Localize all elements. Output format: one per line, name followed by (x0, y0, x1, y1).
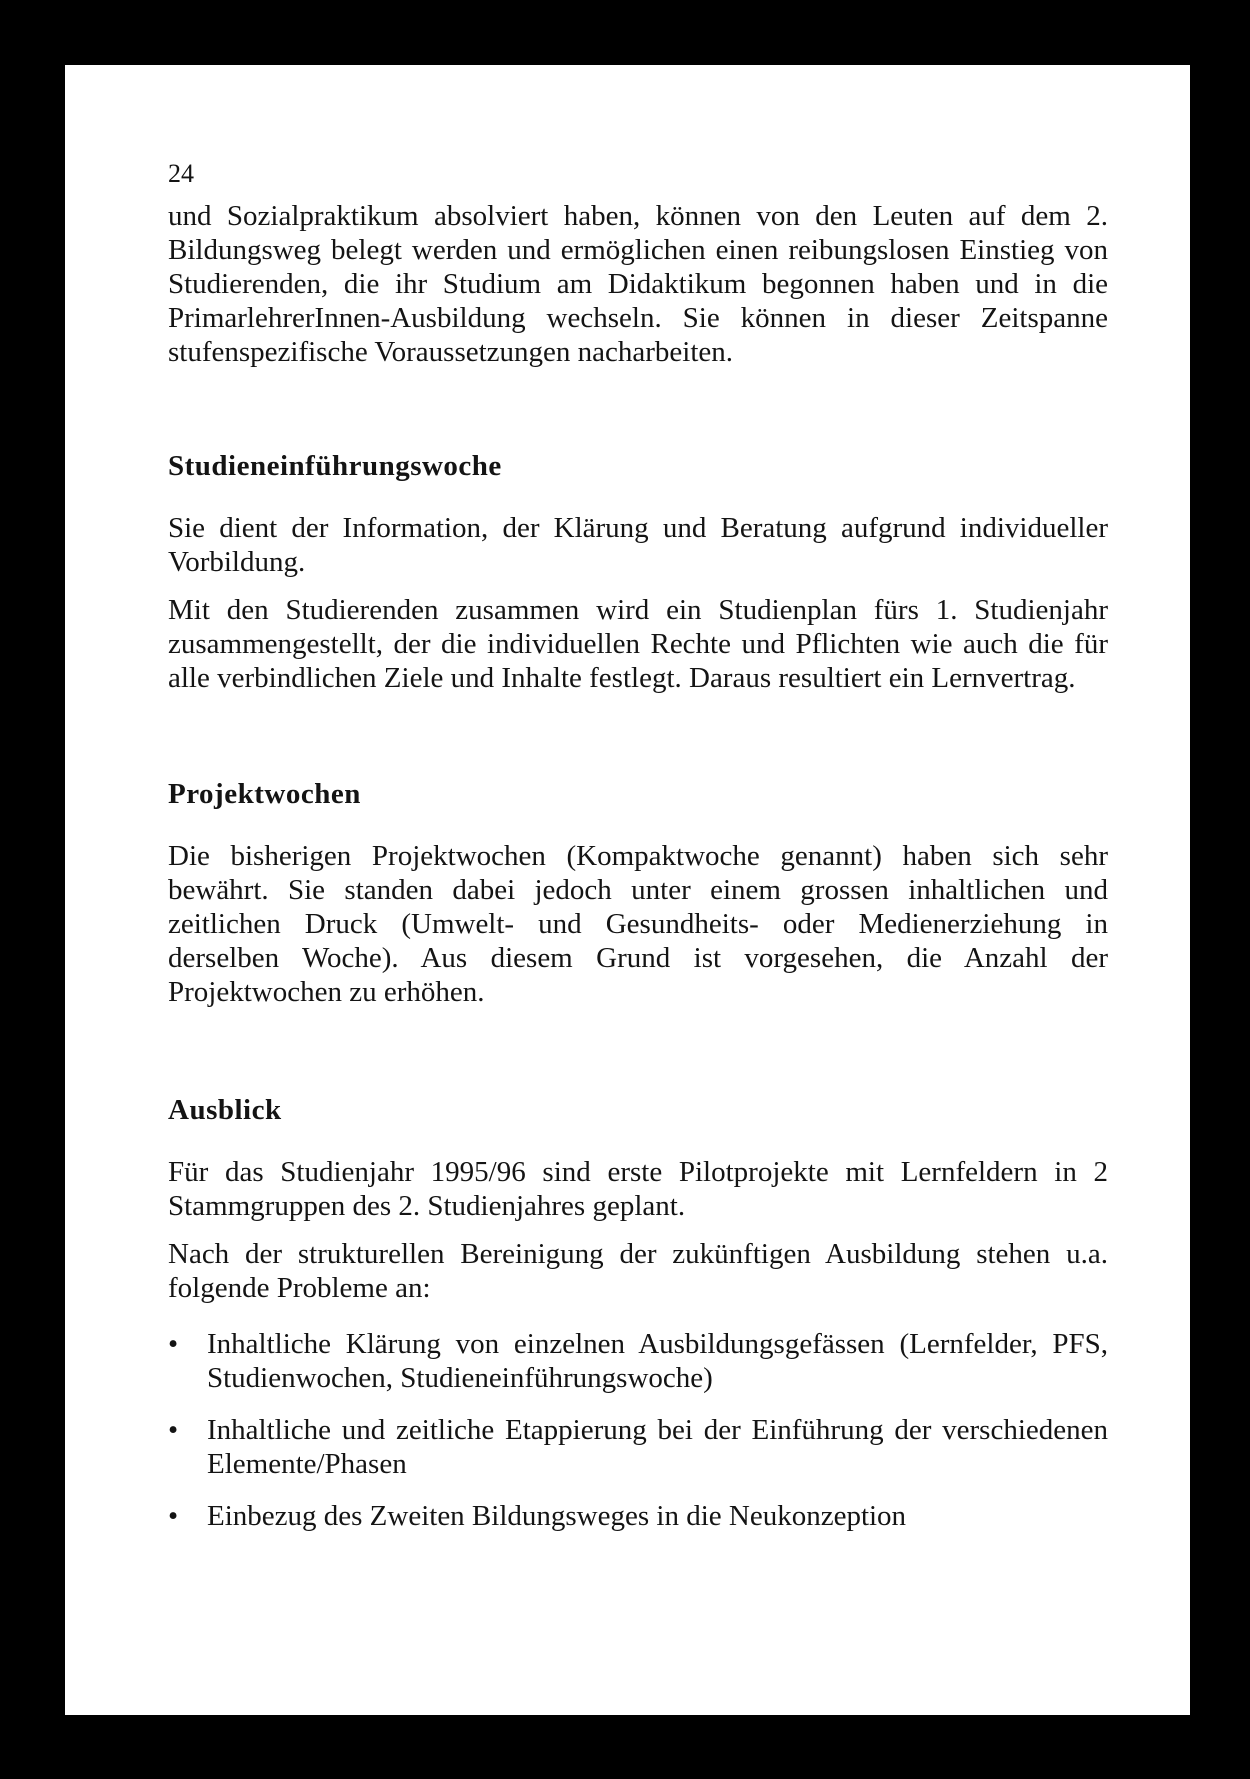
document-page (65, 65, 1190, 1715)
intro-paragraph: und Sozialpraktikum absolviert haben, können von den Leuten auf dem 2. Bildungsweg belegt werden und ermöglichen einen reibungslosen Einstieg von Studierenden, die ihr Studium am Didaktikum begonnen haben und in die PrimarlehrerInnen-Ausbildung wechseln. Sie können in dieser Zeitspanne stufenspezifische Voraussetzungen nacharbeiten. (168, 200, 1108, 368)
page-content (168, 157, 1108, 1533)
heading-ausblick: Ausblick (168, 1094, 282, 1126)
paragraph: Für das Studienjahr 1995/96 sind erste Pilotprojekte mit Lernfeldern in 2 Stammgruppen des 2. Studienjahres geplant. (168, 1156, 1108, 1222)
paragraph: Nach der strukturellen Bereinigung der zukünftigen Ausbildung stehen u.a. folgende Probleme an: (168, 1238, 1108, 1304)
list-item-text: Inhaltliche und zeitliche Etappierung bei der Einführung der verschiedenen Elemente/Phasen (207, 1414, 1108, 1480)
list-item-text: Inhaltliche Klärung von einzelnen Ausbildungsgefässen (Lernfelder, PFS, Studienwochen, Studieneinführungswoche) (207, 1328, 1108, 1394)
paragraph: Mit den Studierenden zusammen wird ein Studienplan fürs 1. Studienjahr zusammengestellt, der die individuellen Rechte und Pflichten wie auch die für alle verbindlichen Ziele und Inhalte festlegt. Daraus resultiert ein Lernvertrag. (168, 594, 1108, 694)
list-item (168, 1413, 1108, 1481)
list-item-text: Einbezug des Zweiten Bildungsweges in die Neukonzeption (207, 1500, 907, 1532)
paragraph: Die bisherigen Projektwochen (Kompaktwoche genannt) haben sich sehr bewährt. Sie standen dabei jedoch unter einem grossen inhaltlichen und zeitlichen Druck (Umwelt- und Gesundheits- oder Medienerziehung in derselben Woche). Aus diesem Grund ist vorgesehen, die Anzahl der Projektwochen zu erhöhen. (168, 840, 1108, 1008)
bullet-icon: • (168, 1414, 179, 1446)
paragraph: Sie dient der Information, der Klärung und Beratung aufgrund individueller Vorbildung. (168, 512, 1108, 578)
bullet-icon: • (168, 1500, 179, 1532)
page-number: 24 (168, 159, 194, 188)
bullet-icon: • (168, 1328, 179, 1360)
list-item (168, 1499, 1108, 1533)
heading-projektwochen: Projektwochen (168, 778, 361, 810)
list-item (168, 1327, 1108, 1395)
heading-studieneinfuehrungswoche: Studieneinführungswoche (168, 450, 502, 482)
problem-list (168, 1327, 1108, 1533)
